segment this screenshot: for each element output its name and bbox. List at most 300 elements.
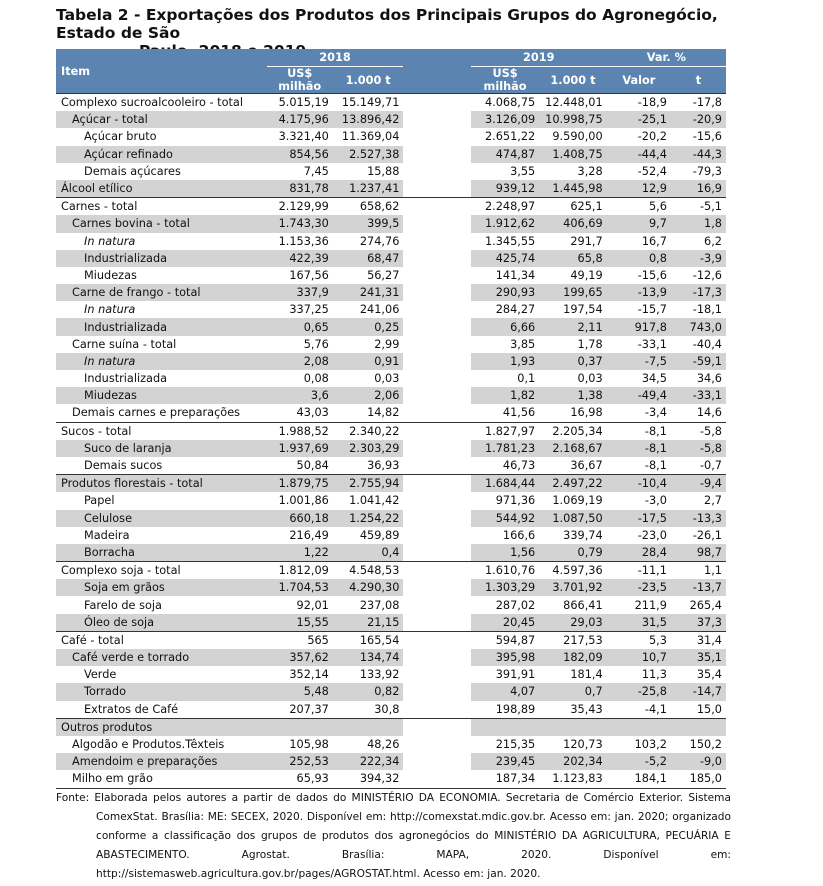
row-label: Demais carnes e preparações xyxy=(72,406,241,420)
row-label: Açúcar bruto xyxy=(84,130,157,144)
header-var: Var. % xyxy=(607,49,726,67)
cell-var-t: -59,1 xyxy=(671,353,726,370)
row-label: Extratos de Café xyxy=(84,702,179,716)
row-label: Carnes - total xyxy=(56,198,267,216)
cell-ton-2019: 866,41 xyxy=(563,598,603,612)
cell-gap xyxy=(403,631,470,649)
cell-usd-2018: 1.812,09 xyxy=(267,562,333,580)
row-label: Complexo sucroalcooleiro - total xyxy=(56,94,267,112)
row-label: Amendoim e preparações xyxy=(56,753,267,770)
cell-ton-2019: 12.448,01 xyxy=(539,94,606,112)
cell-ton-2019: 0,7 xyxy=(539,683,606,700)
cell-usd-2019: 166,6 xyxy=(502,528,536,542)
row-label: Farelo de soja xyxy=(84,598,162,612)
row-label: Borracha xyxy=(56,544,267,562)
cell-ton-2018: 1.041,42 xyxy=(349,494,400,508)
cell-ton-2018: 0,03 xyxy=(374,372,400,386)
cell-usd-2019: 1,93 xyxy=(471,353,539,370)
cell-var-valor: 10,7 xyxy=(607,649,671,666)
cell-ton-2019: 1.408,75 xyxy=(539,146,606,163)
cell-var-valor: 0,8 xyxy=(607,250,671,267)
cell-usd-2018: 337,9 xyxy=(267,284,333,301)
cell-gap xyxy=(403,475,470,493)
cell-usd-2018: 92,01 xyxy=(296,598,329,612)
cell-ton-2018: 30,8 xyxy=(374,702,400,716)
table-row xyxy=(56,736,726,753)
cell-ton-2018: 394,32 xyxy=(333,770,404,788)
table-row xyxy=(56,492,726,509)
row-label: Torrado xyxy=(56,683,267,700)
cell-ton-2019: 3,28 xyxy=(577,164,603,178)
header-year-2018: 2018 xyxy=(267,49,404,67)
table-row xyxy=(56,457,726,475)
cell-var-t: 98,7 xyxy=(671,544,726,562)
cell-var-valor: -52,4 xyxy=(637,164,667,178)
table-row xyxy=(56,544,726,562)
cell-ton-2018: 133,92 xyxy=(359,668,400,682)
cell-ton-2019: 36,67 xyxy=(570,459,603,473)
cell-usd-2019: 1,56 xyxy=(471,544,539,562)
table-row xyxy=(56,353,726,370)
cell-var-valor: -15,7 xyxy=(637,303,667,317)
cell-ton-2019: 2.168,67 xyxy=(539,440,606,457)
cell-gap xyxy=(403,163,470,180)
cell-usd-2018: 5,48 xyxy=(267,683,333,700)
cell-usd-2019: 2.248,97 xyxy=(471,198,539,216)
cell-usd-2018: 3,6 xyxy=(267,387,333,404)
cell-usd-2018: 2,08 xyxy=(267,353,333,370)
cell-usd-2018: 1.704,53 xyxy=(267,579,333,596)
row-label: Industrializada xyxy=(56,318,267,335)
cell-ton-2018 xyxy=(333,718,404,736)
header-var-valor: Valor xyxy=(607,67,671,94)
cell-var-t: -17,8 xyxy=(671,94,726,112)
table-row xyxy=(56,146,726,163)
table-row xyxy=(56,579,726,596)
cell-usd-2019: 0,1 xyxy=(517,372,536,386)
row-label: Demais sucos xyxy=(84,459,163,473)
cell-usd-2018: 4.175,96 xyxy=(267,111,333,128)
cell-var-valor: -10,4 xyxy=(607,475,671,493)
cell-gap xyxy=(403,146,470,163)
cell-var-t: -5,8 xyxy=(671,440,726,457)
header-ton-2019: 1.000 t xyxy=(539,67,606,94)
cell-var-valor: -11,1 xyxy=(607,562,671,580)
cell-ton-2018: 68,47 xyxy=(333,250,404,267)
cell-usd-2018: 352,14 xyxy=(289,668,329,682)
row-label: Carne suína - total xyxy=(72,337,177,351)
row-label: Outros produtos xyxy=(56,718,267,736)
cell-usd-2019: 187,34 xyxy=(471,770,539,788)
cell-gap xyxy=(403,404,470,422)
cell-ton-2018: 165,54 xyxy=(333,631,404,649)
cell-usd-2019: 3,55 xyxy=(510,164,536,178)
cell-var-valor: -23,5 xyxy=(607,579,671,596)
cell-var-valor: -44,4 xyxy=(607,146,671,163)
cell-var-t: -5,8 xyxy=(671,422,726,440)
cell-var-t: 6,2 xyxy=(704,234,722,248)
cell-var-valor: 16,7 xyxy=(641,234,667,248)
cell-ton-2018: 241,06 xyxy=(359,303,400,317)
cell-ton-2018: 1.254,22 xyxy=(333,510,404,527)
cell-usd-2019: 2.651,22 xyxy=(484,130,536,144)
cell-usd-2018: 105,98 xyxy=(289,738,329,752)
cell-usd-2019: 290,93 xyxy=(471,284,539,301)
cell-usd-2018: 337,25 xyxy=(289,303,329,317)
header-year-2019: 2019 xyxy=(471,49,607,67)
cell-ton-2019: 10.998,75 xyxy=(539,111,606,128)
cell-ton-2019: 199,65 xyxy=(539,284,606,301)
cell-var-t: 15,0 xyxy=(696,702,722,716)
cell-gap xyxy=(403,701,470,719)
title-prefix: Tabela 2 - xyxy=(56,6,141,24)
row-label: Açúcar - total xyxy=(56,111,267,128)
cell-usd-2019: 1.610,76 xyxy=(471,562,539,580)
cell-usd-2019: 395,98 xyxy=(471,649,539,666)
cell-gap xyxy=(403,267,470,284)
cell-ton-2018: 2.340,22 xyxy=(333,422,404,440)
cell-var-t: -40,4 xyxy=(692,337,722,351)
cell-ton-2018: 134,74 xyxy=(333,649,404,666)
cell-gap xyxy=(403,370,470,387)
cell-var-t: -14,7 xyxy=(671,683,726,700)
cell-var-valor: 31,5 xyxy=(607,614,671,632)
cell-usd-2019: 1,82 xyxy=(471,387,539,404)
cell-var-valor: -4,1 xyxy=(644,702,667,716)
row-label: Demais açúcares xyxy=(84,164,181,178)
table-row xyxy=(56,301,726,318)
cell-var-t: -26,1 xyxy=(692,528,722,542)
table-row xyxy=(56,387,726,404)
cell-ton-2019: 65,8 xyxy=(539,250,606,267)
cell-usd-2018: 1.153,36 xyxy=(278,234,329,248)
cell-usd-2018: 252,53 xyxy=(267,753,333,770)
cell-var-t: -3,9 xyxy=(671,250,726,267)
cell-gap xyxy=(403,387,470,404)
table-row xyxy=(56,596,726,613)
cell-ton-2018: 0,91 xyxy=(333,353,404,370)
cell-usd-2019: 284,27 xyxy=(495,303,536,317)
cell-var-t: -9,0 xyxy=(671,753,726,770)
row-label: Soja em grãos xyxy=(56,579,267,596)
cell-usd-2018: 1.988,52 xyxy=(267,422,333,440)
table-body xyxy=(56,94,726,789)
cell-ton-2019: 35,43 xyxy=(570,702,603,716)
cell-ton-2019: 0,79 xyxy=(539,544,606,562)
cell-ton-2019: 0,03 xyxy=(577,372,603,386)
row-label: Celulose xyxy=(56,510,267,527)
header-var-t: t xyxy=(671,67,726,94)
cell-usd-2019: 474,87 xyxy=(471,146,539,163)
row-label: Industrializada xyxy=(84,372,168,386)
cell-var-t: 185,0 xyxy=(671,770,726,788)
cell-usd-2019: 3.126,09 xyxy=(471,111,539,128)
cell-ton-2018: 274,76 xyxy=(359,234,400,248)
table-row xyxy=(56,94,726,112)
cell-ton-2019: 181,4 xyxy=(570,668,603,682)
cell-gap xyxy=(403,215,470,232)
cell-usd-2019: 939,12 xyxy=(471,180,539,198)
cell-var-t: 37,3 xyxy=(671,614,726,632)
cell-usd-2018: 65,93 xyxy=(267,770,333,788)
cell-var-valor: -20,2 xyxy=(637,130,667,144)
cell-var-t: 1,8 xyxy=(671,215,726,232)
table-row xyxy=(56,336,726,353)
cell-var-t: 35,4 xyxy=(696,668,722,682)
cell-ton-2018: 13.896,42 xyxy=(333,111,404,128)
cell-usd-2019: 594,87 xyxy=(471,631,539,649)
table-row xyxy=(56,180,726,198)
cell-gap xyxy=(403,301,470,318)
cell-ton-2018: 399,5 xyxy=(333,215,404,232)
cell-ton-2019: 1,38 xyxy=(539,387,606,404)
cell-ton-2018: 2.303,29 xyxy=(333,440,404,457)
cell-var-valor: -23,0 xyxy=(637,528,667,542)
cell-usd-2019: 1.345,55 xyxy=(484,234,536,248)
cell-usd-2018 xyxy=(267,718,333,736)
cell-ton-2019: 2,11 xyxy=(539,318,606,335)
cell-gap xyxy=(403,440,470,457)
cell-var-valor: -25,1 xyxy=(607,111,671,128)
cell-usd-2018: 7,45 xyxy=(303,164,329,178)
cell-ton-2019: 1.123,83 xyxy=(539,770,606,788)
table-row xyxy=(56,233,726,250)
cell-ton-2019 xyxy=(539,718,606,736)
cell-gap xyxy=(403,753,470,770)
cell-usd-2018: 1.743,30 xyxy=(267,215,333,232)
header-item: Item xyxy=(56,49,267,94)
row-label: Milho em grão xyxy=(56,770,267,788)
cell-usd-2019: 1.827,97 xyxy=(471,422,539,440)
cell-ton-2018: 4.548,53 xyxy=(333,562,404,580)
cell-ton-2018: 14,82 xyxy=(367,406,400,420)
table-row xyxy=(56,562,726,580)
cell-usd-2019: 391,91 xyxy=(495,668,536,682)
row-label: Miudezas xyxy=(56,387,267,404)
cell-ton-2018: 48,26 xyxy=(367,738,400,752)
cell-usd-2018: 43,03 xyxy=(296,406,329,420)
cell-gap xyxy=(403,527,470,544)
cell-usd-2018: 0,08 xyxy=(303,372,329,386)
cell-var-t: -5,1 xyxy=(671,198,726,216)
cell-var-valor: 5,3 xyxy=(607,631,671,649)
table-row xyxy=(56,510,726,527)
cell-usd-2019: 239,45 xyxy=(471,753,539,770)
table-row xyxy=(56,284,726,301)
cell-var-t: -33,1 xyxy=(671,387,726,404)
cell-usd-2018: 15,55 xyxy=(267,614,333,632)
cell-gap xyxy=(403,614,470,632)
table-row xyxy=(56,128,726,145)
cell-usd-2018: 2.129,99 xyxy=(267,198,333,216)
header-separator xyxy=(403,49,470,67)
cell-ton-2018: 237,08 xyxy=(359,598,400,612)
table-row xyxy=(56,163,726,180)
cell-var-t: -13,7 xyxy=(671,579,726,596)
cell-usd-2018: 207,37 xyxy=(289,702,329,716)
table-row xyxy=(56,753,726,770)
cell-usd-2018: 50,84 xyxy=(296,459,329,473)
cell-ton-2019: 202,34 xyxy=(539,753,606,770)
cell-usd-2018: 3.321,40 xyxy=(278,130,329,144)
cell-var-t: 31,4 xyxy=(671,631,726,649)
row-label: Óleo de soja xyxy=(56,614,267,632)
cell-var-valor: 28,4 xyxy=(607,544,671,562)
cell-usd-2018: 660,18 xyxy=(267,510,333,527)
cell-ton-2019: 9.590,00 xyxy=(552,130,603,144)
cell-usd-2018: 1.001,86 xyxy=(278,494,329,508)
cell-usd-2019: 46,73 xyxy=(502,459,536,473)
table-row xyxy=(56,666,726,683)
cell-var-valor: 34,5 xyxy=(641,372,667,386)
row-label: Carnes bovina - total xyxy=(56,215,267,232)
cell-ton-2019: 1.087,50 xyxy=(539,510,606,527)
row-label: Verde xyxy=(84,668,117,682)
row-label: Complexo soja - total xyxy=(56,562,267,580)
source-note xyxy=(56,789,731,884)
cell-ton-2018: 2.755,94 xyxy=(333,475,404,493)
cell-var-valor: -8,1 xyxy=(607,440,671,457)
cell-gap xyxy=(403,492,470,509)
cell-var-valor: 211,9 xyxy=(634,598,667,612)
cell-gap xyxy=(403,666,470,683)
cell-usd-2018: 422,39 xyxy=(267,250,333,267)
table-row xyxy=(56,701,726,719)
row-label: In natura xyxy=(84,303,136,317)
cell-ton-2018: 2,99 xyxy=(374,337,400,351)
cell-ton-2018: 15,88 xyxy=(367,164,400,178)
cell-gap xyxy=(403,250,470,267)
header-separator xyxy=(403,67,470,94)
row-label: In natura xyxy=(56,353,267,370)
row-label: Madeira xyxy=(84,528,130,542)
cell-var-valor: -3,4 xyxy=(644,406,667,420)
cell-ton-2019: 2.497,22 xyxy=(539,475,606,493)
cell-ton-2018: 0,25 xyxy=(333,318,404,335)
table-row xyxy=(56,475,726,493)
row-label: Miudezas xyxy=(84,268,137,282)
cell-var-valor: -7,5 xyxy=(607,353,671,370)
cell-var-valor xyxy=(607,718,671,736)
cell-ton-2018: 658,62 xyxy=(333,198,404,216)
cell-ton-2018: 2.527,38 xyxy=(333,146,404,163)
cell-ton-2018: 459,89 xyxy=(359,528,400,542)
header-usd-2018: US$ milhão xyxy=(267,67,333,94)
cell-var-t: -17,3 xyxy=(671,284,726,301)
cell-var-t: -44,3 xyxy=(671,146,726,163)
cell-usd-2018: 216,49 xyxy=(289,528,329,542)
cell-usd-2018: 1,22 xyxy=(267,544,333,562)
cell-var-t: -79,3 xyxy=(692,164,722,178)
cell-usd-2019: 1.912,62 xyxy=(471,215,539,232)
cell-var-valor: 12,9 xyxy=(607,180,671,198)
table-row xyxy=(56,370,726,387)
cell-ton-2019: 182,09 xyxy=(539,649,606,666)
cell-usd-2018: 0,65 xyxy=(267,318,333,335)
cell-ton-2019: 120,73 xyxy=(563,738,603,752)
cell-var-t: -0,7 xyxy=(699,459,722,473)
cell-ton-2018: 241,31 xyxy=(333,284,404,301)
cell-gap xyxy=(403,649,470,666)
cell-usd-2019: 971,36 xyxy=(495,494,536,508)
cell-ton-2018: 222,34 xyxy=(333,753,404,770)
table-row xyxy=(56,404,726,422)
table-row xyxy=(56,527,726,544)
cell-ton-2019: 1,78 xyxy=(577,337,603,351)
cell-var-t: -20,9 xyxy=(671,111,726,128)
cell-ton-2019: 29,03 xyxy=(539,614,606,632)
cell-var-valor: -13,9 xyxy=(607,284,671,301)
table-row xyxy=(56,111,726,128)
table-row xyxy=(56,440,726,457)
row-label: Sucos - total xyxy=(56,422,267,440)
cell-usd-2019 xyxy=(471,718,539,736)
table-row xyxy=(56,718,726,736)
cell-gap xyxy=(403,353,470,370)
table-row xyxy=(56,318,726,335)
cell-var-valor: -49,4 xyxy=(607,387,671,404)
cell-ton-2019: 339,74 xyxy=(563,528,603,542)
cell-gap xyxy=(403,422,470,440)
cell-ton-2019: 0,37 xyxy=(539,353,606,370)
cell-var-t: -13,3 xyxy=(671,510,726,527)
cell-gap xyxy=(403,510,470,527)
cell-var-valor: -15,6 xyxy=(637,268,667,282)
cell-gap xyxy=(403,718,470,736)
cell-var-t: 743,0 xyxy=(671,318,726,335)
cell-usd-2019: 1.303,29 xyxy=(471,579,539,596)
row-label: Produtos florestais - total xyxy=(56,475,267,493)
cell-ton-2018: 56,27 xyxy=(367,268,400,282)
cell-ton-2019: 16,98 xyxy=(570,406,603,420)
cell-var-valor: -3,0 xyxy=(644,494,667,508)
cell-usd-2018: 167,56 xyxy=(289,268,329,282)
cell-var-t: 34,6 xyxy=(696,372,722,386)
cell-usd-2018: 1.879,75 xyxy=(267,475,333,493)
table-row xyxy=(56,631,726,649)
cell-var-valor: -33,1 xyxy=(637,337,667,351)
row-label: Carne de frango - total xyxy=(56,284,267,301)
cell-ton-2019: 291,7 xyxy=(570,234,603,248)
cell-var-t xyxy=(671,718,726,736)
cell-gap xyxy=(403,683,470,700)
table-row xyxy=(56,770,726,788)
row-label: Álcool etílico xyxy=(56,180,267,198)
cell-ton-2019: 2.205,34 xyxy=(539,422,606,440)
cell-gap xyxy=(403,94,470,112)
cell-ton-2019: 49,19 xyxy=(570,268,603,282)
title-line1: Exportações dos Produtos dos Principais Grupos do Agronegócio, Estado de São xyxy=(56,6,718,42)
cell-var-valor: -8,1 xyxy=(607,422,671,440)
row-label: Suco de laranja xyxy=(56,440,267,457)
table-row xyxy=(56,267,726,284)
cell-var-valor: 9,7 xyxy=(607,215,671,232)
exports-table xyxy=(56,49,726,789)
header-ton-2018: 1.000 t xyxy=(333,67,404,94)
cell-ton-2019: 4.597,36 xyxy=(539,562,606,580)
cell-usd-2018: 5.015,19 xyxy=(267,94,333,112)
cell-usd-2019: 4,07 xyxy=(471,683,539,700)
table-row xyxy=(56,649,726,666)
cell-ton-2019: 625,1 xyxy=(539,198,606,216)
cell-gap xyxy=(403,596,470,613)
cell-var-t: -12,6 xyxy=(692,268,722,282)
cell-gap xyxy=(403,562,470,580)
table-row xyxy=(56,422,726,440)
cell-var-valor: -18,9 xyxy=(607,94,671,112)
cell-usd-2018: 854,56 xyxy=(267,146,333,163)
cell-var-t: 1,1 xyxy=(671,562,726,580)
